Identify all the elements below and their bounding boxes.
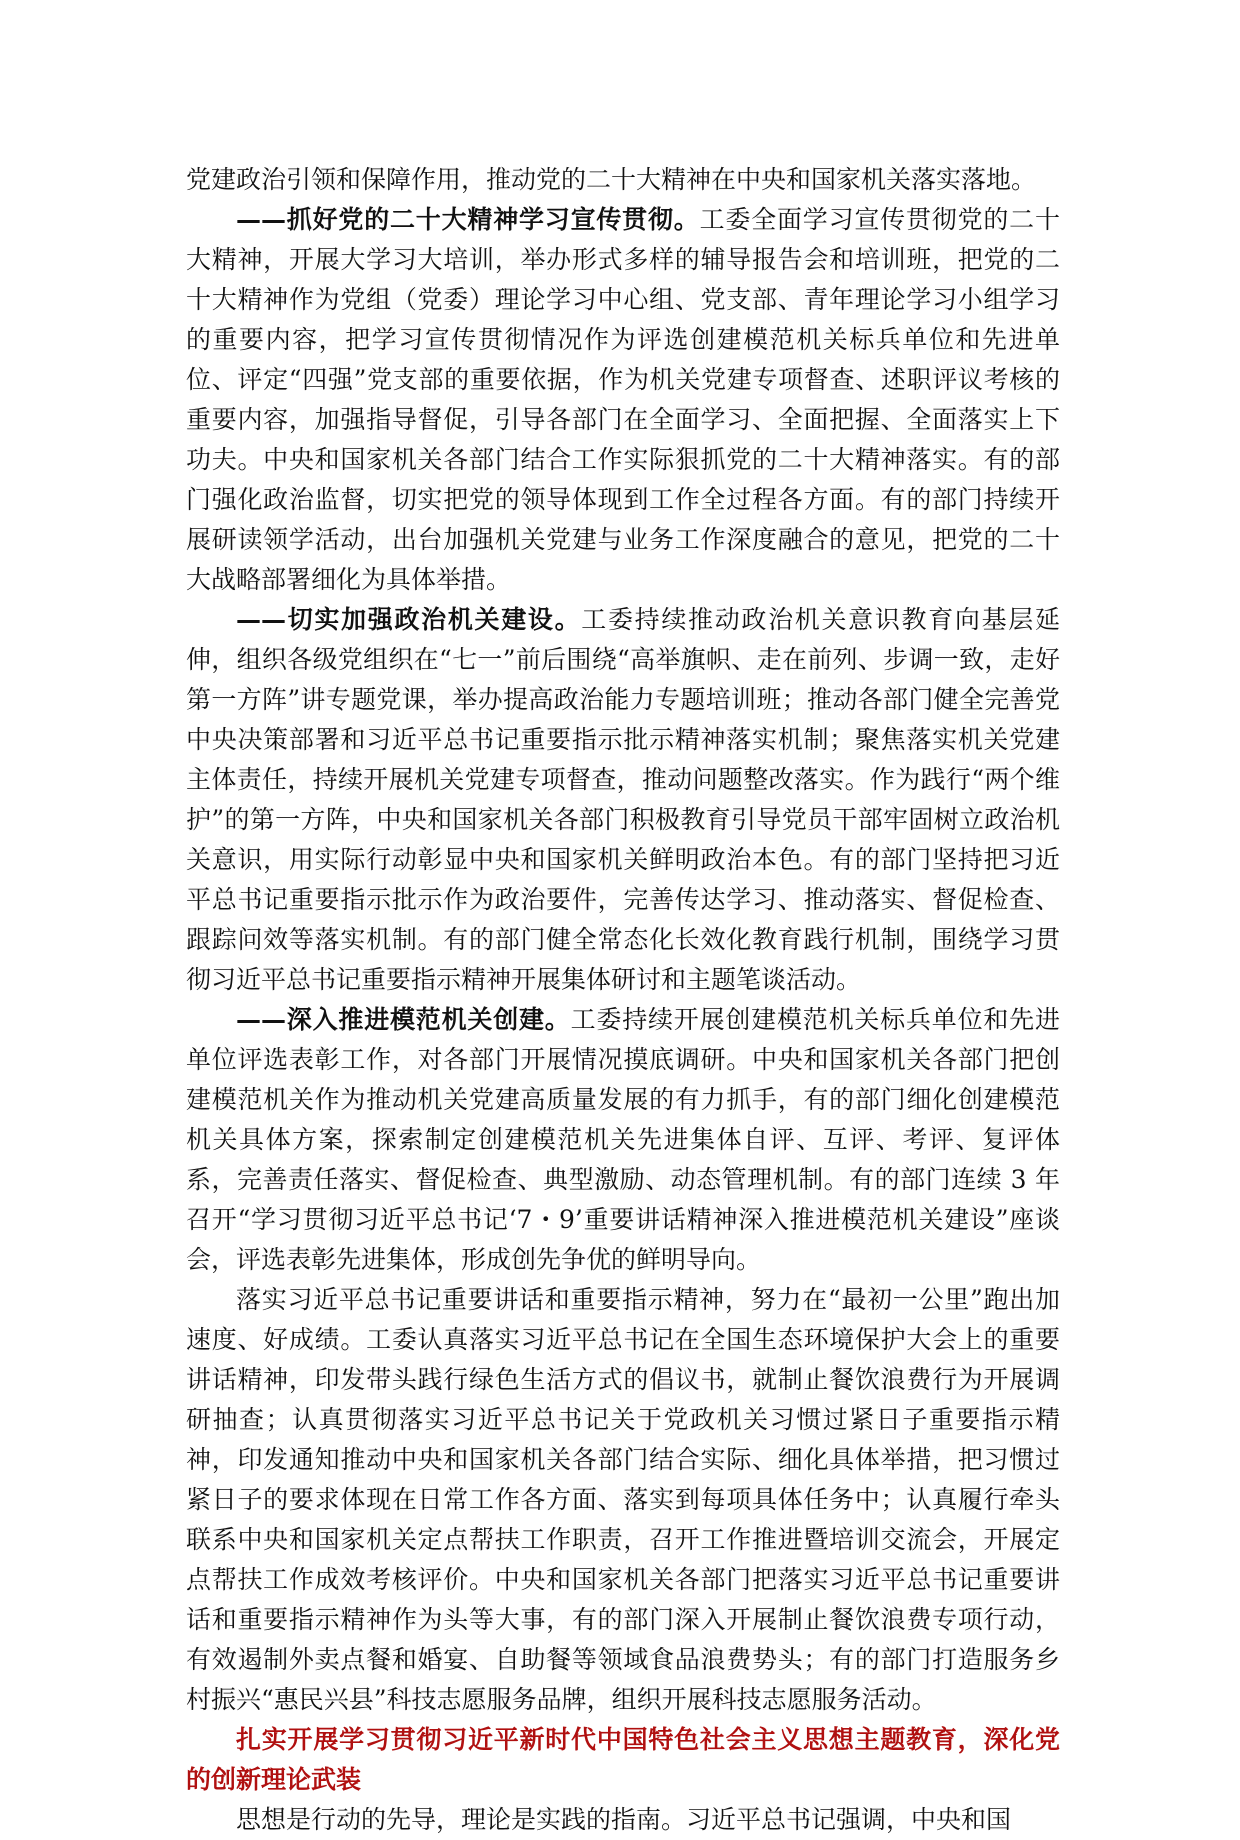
paragraph-continuation: 党建政治引领和保障作用，推动党的二十大精神在中央和国家机关落实落地。 bbox=[186, 165, 1037, 194]
paragraph-study-publicity bbox=[186, 200, 1060, 600]
paragraph-body-political-organs: 工委持续推动政治机关意识教育向基层延伸，组织各级党组织在“七一”前后围绕“高举旗帜、走在前列、步调一致，走好第一方阵”讲专题党课，举办提高政治能力专题培训班；推动各部门健全完善党中央决策部署和习近平总书记重要指示批示精神落实机制；聚焦落实机关党建主体责任，持续开展机关党建专项督查，推动问题整改落实。作为践行“两个维护”的第一方阵，中央和国家机关各部门积极教育引导党员干部牢固树立政治机关意识，用实际行动彰显中央和国家机关鲜明政治本色。有的部门坚持把习近平总书记重要指示批示作为政治要件，完善传达学习、推动落实、督促检查、跟踪问效等落实机制。有的部门健全常态化长效化教育践行机制，围绕学习贯彻习近平总书记重要指示精神开展集体研讨和主题笔谈活动。 bbox=[186, 605, 1060, 994]
paragraph-first-kilometer: 落实习近平总书记重要讲话和重要指示精神，努力在“最初一公里”跑出加速度、好成绩。工委认真落实习近平总书记在全国生态环境保护大会上的重要讲话精神，印发带头践行绿色生活方式的倡议书，就制止餐饮浪费行为开展调研抽查；认真贯彻落实习近平总书记关于党政机关习惯过紧日子重要指示精神，印发通知推动中央和国家机关各部门结合实际、细化具体举措，把习惯过紧日子的要求体现在日常工作各方面、落实到每项具体任务中；认真履行牵头联系中央和国家机关定点帮扶工作职责，召开工作推进暨培训交流会，开展定点帮扶工作成效考核评价。中央和国家机关各部门把落实习近平总书记重要讲话和重要指示精神作为头等大事，有的部门深入开展制止餐饮浪费专项行动，有效遏制外卖点餐和婚宴、自助餐等领域食品浪费势头；有的部门打造服务乡村振兴“惠民兴县”科技志愿服务品牌，组织开展科技志愿服务活动。 bbox=[186, 1285, 1060, 1714]
paragraph-lead-study-publicity: ——抓好党的二十大精神学习宣传贯彻。 bbox=[236, 205, 700, 234]
section-heading: 扎实开展学习贯彻习近平新时代中国特色社会主义思想主题教育，深化党的创新理论武装 bbox=[186, 1725, 1060, 1794]
paragraph-body-study-publicity: 工委全面学习宣传贯彻党的二十大精神，开展大学习大培训，举办形式多样的辅导报告会和培训班，把党的二十大精神作为党组（党委）理论学习中心组、党支部、青年理论学习小组学习的重要内容，把学习宣传贯彻情况作为评选创建模范机关标兵单位和先进单位、评定“四强”党支部的重要依据，作为机关党建专项督查、述职评议考核的重要内容，加强指导督促，引导各部门在全面学习、全面把握、全面落实上下功夫。中央和国家机关各部门结合工作实际狠抓党的二十大精神落实。有的部门强化政治监督，切实把党的领导体现到工作全过程各方面。有的部门持续开展研读领学活动，出台加强机关党建与业务工作深度融合的意见，把党的二十大战略部署细化为具体举措。 bbox=[186, 205, 1060, 594]
paragraph-lead-political-organs: ——切实加强政治机关建设。 bbox=[236, 605, 582, 634]
paragraph-body-model-organs: 工委持续开展创建模范机关标兵单位和先进单位评选表彰工作，对各部门开展情况摸底调研。中央和国家机关各部门把创建模范机关作为推动机关党建高质量发展的有力抓手，有的部门细化创建模范机关具体方案，探索制定创建模范机关先进集体自评、互评、考评、复评体系，完善责任落实、督促检查、典型激励、动态管理机制。有的部门连续 3 年召开“学习贯彻习近平总书记‘7・9’重要讲话精神深入推进模范机关建设”座谈会，评选表彰先进集体，形成创先争优的鲜明导向。 bbox=[186, 1005, 1060, 1274]
paragraph-thought-guide: 思想是行动的先导，理论是实践的指南。习近平总书记强调，中央和国 bbox=[236, 1805, 1012, 1834]
paragraph-model-organs bbox=[186, 1000, 1060, 1280]
paragraph-lead-model-organs: ——深入推进模范机关创建。 bbox=[236, 1005, 571, 1034]
document-page bbox=[186, 160, 1060, 1840]
paragraph-political-organs bbox=[186, 600, 1060, 1000]
